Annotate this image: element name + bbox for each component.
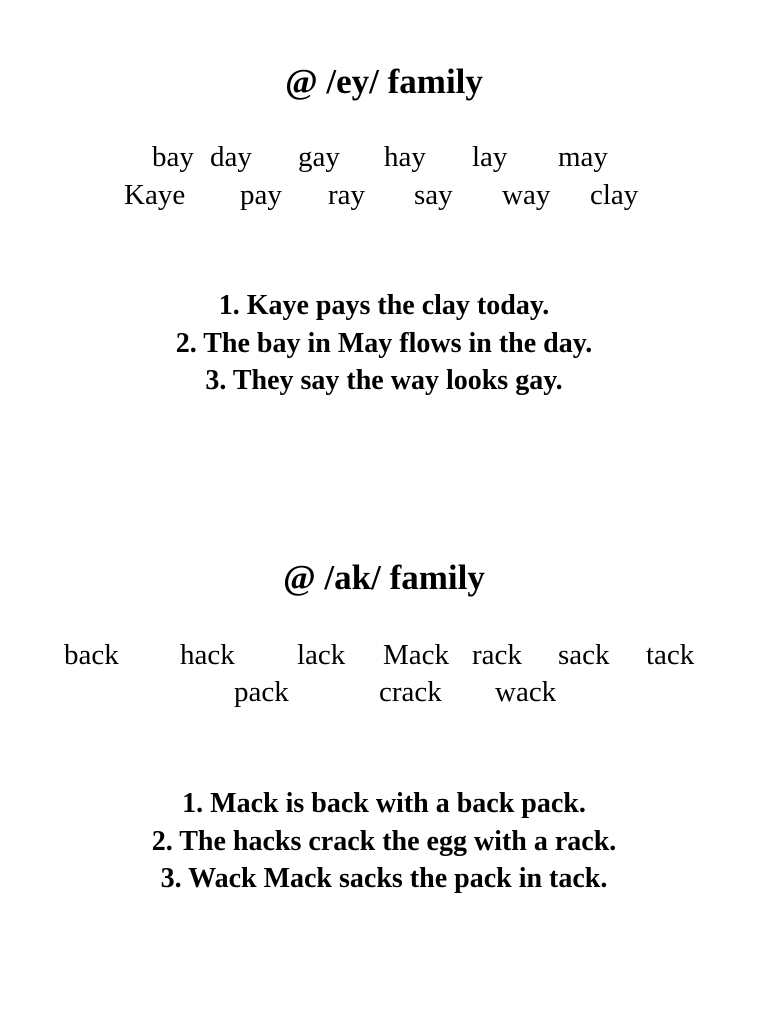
word-ray: ray [328,179,366,211]
sentence-ey-2: 2. The bay in May flows in the day. [175,327,593,359]
sentence-list-ak [0,785,768,898]
section-title-ak-family: @ /ak/ family [283,558,485,597]
word-row-ak-1 [0,636,768,674]
word-way: way [502,179,551,211]
sentence-ey-1: 1. Kaye pays the clay today. [218,290,550,321]
word-say: say [414,179,453,211]
word-bay: bay [152,141,194,173]
word-sack: sack [558,639,610,671]
sentence-list-ey [0,287,768,400]
sentence-ak-2: 2. The hacks crack the egg with a rack. [151,825,617,857]
word-clay: clay [590,179,639,211]
section-title-ey-family: @ /ey/ family [285,62,483,101]
word-crack: crack [379,676,442,708]
word-gay: gay [298,141,340,173]
sentence-ey-3: 3. They say the way looks gay. [205,365,563,396]
word-mack: Mack [383,639,450,671]
word-row-ey-2 [0,176,768,214]
word-hack: hack [180,639,235,671]
word-day: day [210,141,252,173]
word-back: back [64,639,119,671]
word-pay: pay [240,179,282,211]
word-rack: rack [472,639,522,671]
word-hay: hay [384,141,426,173]
word-lack: lack [297,639,346,671]
word-pack: pack [234,676,289,708]
sentence-ak-3: 3. Wack Mack sacks the pack in tack. [160,863,608,894]
word-tack: tack [646,639,695,671]
word-lay: lay [472,141,508,173]
word-row-ak-2 [0,673,768,711]
word-wack: wack [495,676,557,708]
word-kaye: Kaye [124,179,186,211]
word-may: may [558,141,608,173]
word-row-ey-1 [0,138,768,176]
sentence-ak-1: 1. Mack is back with a back pack. [182,788,586,819]
